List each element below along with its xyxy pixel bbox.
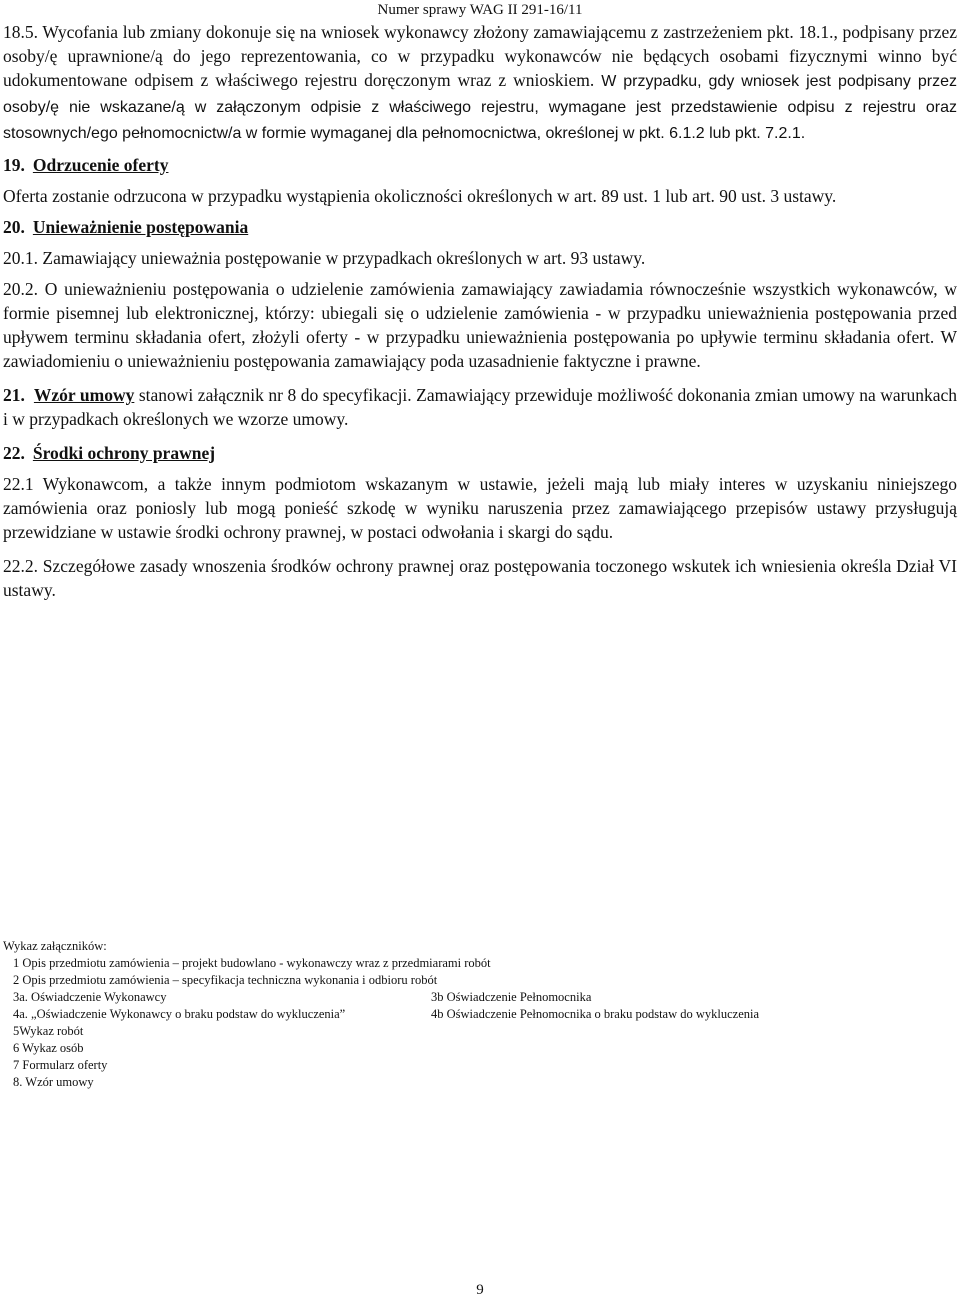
- attachment-1: 1 Opis przedmiotu zamówienia – projekt budowlano - wykonawczy wraz z przedmiarami robót: [13, 956, 491, 970]
- section-18-5-text-continued: W przypadku, gdy wniosek jest podpisany przez osoby/ę nie wskazane/ą w załączonym odpisie z właściwego rejestru, wymagane jest przedstawienie odpisu z rejestru oraz stosownych/ego pełnomocnictw/a w formie wymaganej dla pełnomocnictwa, określonej w pkt. 6.1.2 lub pkt. 7.2.1.: [3, 73, 958, 142]
- section-21-number: 21.: [3, 385, 25, 405]
- section-20-1-text: 20.1. Zamawiający unieważnia postępowanie w przypadkach określonych w art. 93 ustawy.: [3, 248, 646, 268]
- attachments-list: [3, 938, 943, 1091]
- section-20-number: 20.: [3, 217, 25, 237]
- section-21-text: stanowi załącznik nr 8 do specyfikacji. Zamawiający przewiduje możliwość dokonania zmian umowy na warunkach i w przypadkach określonych we wzorze umowy.: [3, 385, 958, 429]
- attachment-8: 8. Wzór umowy: [13, 1075, 94, 1089]
- section-21-paragraph: [3, 383, 957, 431]
- section-21-title: Wzór umowy: [33, 385, 135, 405]
- section-22-heading: [3, 441, 957, 465]
- section-19-heading: [3, 153, 957, 177]
- section-20-heading: [3, 215, 957, 239]
- attachment-4a: 4a. „Oświadczenie Wykonawcy o braku podstaw do wykluczenia”: [13, 1007, 346, 1021]
- attachment-4b: 4b Oświadczenie Pełnomocnika o braku podstaw do wykluczenia: [431, 1007, 760, 1021]
- attachment-5: 5Wykaz robót: [13, 1024, 84, 1038]
- section-22-title: Środki ochrony prawnej: [32, 443, 216, 463]
- section-22-2-text: 22.2. Szczegółowe zasady wnoszenia środków ochrony prawnej oraz postępowania toczonego wskutek ich wniesienia określa Dział VI ustawy.: [3, 556, 957, 600]
- section-18-5-paragraph: [3, 20, 957, 146]
- section-20-title: Unieważnienie postępowania: [32, 217, 249, 237]
- section-20-2-text: 20.2. O unieważnieniu postępowania o udzielenie zamówienia zamawiający zawiadamia równocześnie wszystkich wykonawców, w formie pisemnej lub elektronicznej, którzy: ubiegali się o udzielenie zamówienia - w przypadku unieważnienia postępowania przed upływem terminu składania ofert, złożyli oferty - w przypadku unieważnienia postępowania po upływie terminu składania ofert. W zawiadomieniu o unieważnieniu postępowania zamawiający poda uzasadnienie faktyczne i prawne.: [3, 279, 957, 371]
- attachment-3a: 3a. Oświadczenie Wykonawcy: [13, 990, 167, 1004]
- page-header: Numer sprawy WAG II 291-16/11: [377, 2, 583, 18]
- document-body: [3, 20, 957, 602]
- section-18-5-text: 18.5. Wycofania lub zmiany dokonuje się na wniosek wykonawcy złożony zamawiającemu z zastrzeżeniem pkt. 18.1., podpisany przez osoby/ę uprawnione/ą do jego reprezentowania, co w przypadku wykonawców nie będących osobami fizycznymi winno być udokumentowane odpisem z właściwego rejestru doręczonym wraz z wnioskiem.: [3, 22, 957, 90]
- section-22-1-text: 22.1 Wykonawcom, a także innym podmiotom wskazanym w ustawie, jeżeli mają lub miały interes w uzyskaniu niniejszego zamówienia oraz ponioslу lub mogą ponieść szkodę w wyniku naruszenia przez zamawiającego przepisów ustawy przysługują przewidziane w ustawie środki ochrony prawnej, w postaci odwołania i skargi do sądu.: [3, 474, 957, 542]
- attachment-2: 2 Opis przedmiotu zamówienia – specyfikacja techniczna wykonania i odbioru robót: [13, 973, 438, 987]
- page-number: 9: [476, 1282, 484, 1298]
- attachments-title: Wykaz załączników:: [3, 939, 107, 953]
- attachment-3b: 3b Oświadczenie Pełnomocnika: [431, 990, 592, 1004]
- attachment-6: 6 Wykaz osób: [13, 1041, 84, 1055]
- section-22-number: 22.: [3, 443, 25, 463]
- section-19-number: 19.: [3, 155, 25, 175]
- section-19-text: Oferta zostanie odrzucona w przypadku wystąpienia okoliczności określonych w art. 89 ust. 1 lub art. 90 ust. 3 ustawy.: [3, 186, 837, 206]
- attachment-row-4: [3, 1006, 943, 1023]
- attachment-7: 7 Formularz oferty: [13, 1058, 108, 1072]
- attachment-row-3: [3, 989, 943, 1006]
- section-19-title: Odrzucenie oferty: [32, 155, 169, 175]
